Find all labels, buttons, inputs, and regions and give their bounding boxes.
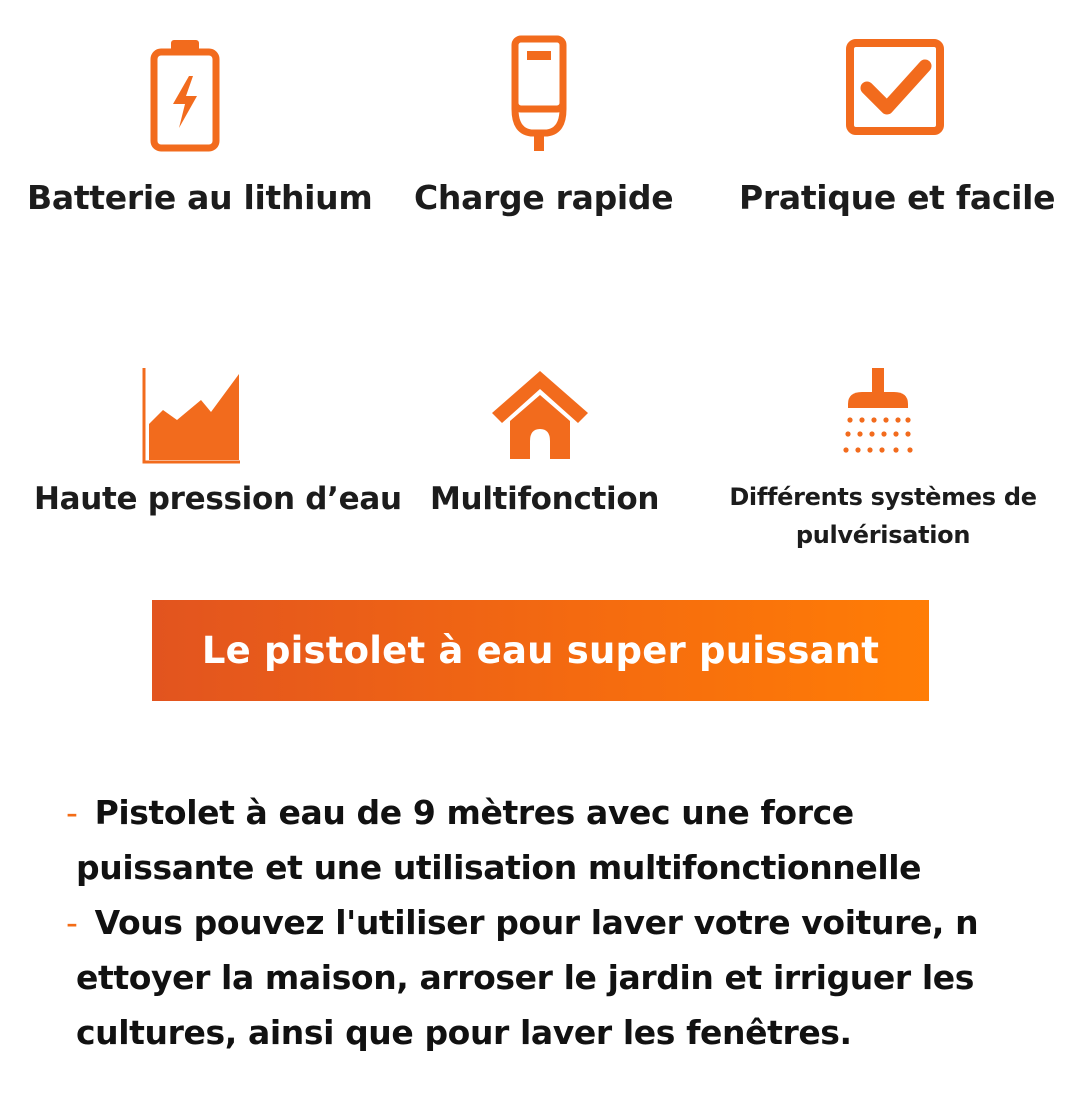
feature-label-practical: Pratique et facile	[739, 178, 1056, 217]
feature-label-fast-charge: Charge rapide	[414, 178, 674, 217]
bullet-1-text: Pistolet à eau de 9 mètres avec une force	[94, 793, 854, 832]
bullet-2-line-1	[66, 895, 1056, 950]
shower-spray-icon	[840, 366, 916, 458]
bullet-1-line-2: puissante et une utilisation multifonctionnelle	[76, 848, 922, 887]
bullet-2-line-3: cultures, ainsi que pour laver les fenêtres.	[76, 1013, 852, 1052]
bullet-marker: -	[66, 793, 78, 832]
feature-label-multifunction: Multifonction	[430, 481, 660, 517]
bullet-2-line-2: ettoyer la maison, arroser le jardin et irriguer les	[76, 958, 974, 997]
house-icon	[490, 369, 590, 461]
title-banner	[152, 600, 929, 701]
bullet-1-line-1	[66, 785, 1056, 840]
charging-plug-icon	[509, 35, 569, 153]
rising-chart-icon	[141, 366, 241, 464]
banner-title: Le pistolet à eau super puissant	[201, 629, 880, 672]
checkbox-icon	[845, 38, 945, 136]
feature-label-battery: Batterie au lithium	[27, 178, 373, 217]
battery-bolt-icon	[149, 38, 221, 152]
bullet-marker: -	[66, 903, 78, 942]
bullet-2-text: Vous pouvez l'utiliser pour laver votre voiture, n	[94, 903, 979, 942]
feature-label-spray-systems: Différents systèmes de pulvérisation	[729, 483, 1037, 549]
feature-label-high-pressure: Haute pression d’eau	[34, 481, 402, 517]
product-description	[66, 785, 1056, 1060]
